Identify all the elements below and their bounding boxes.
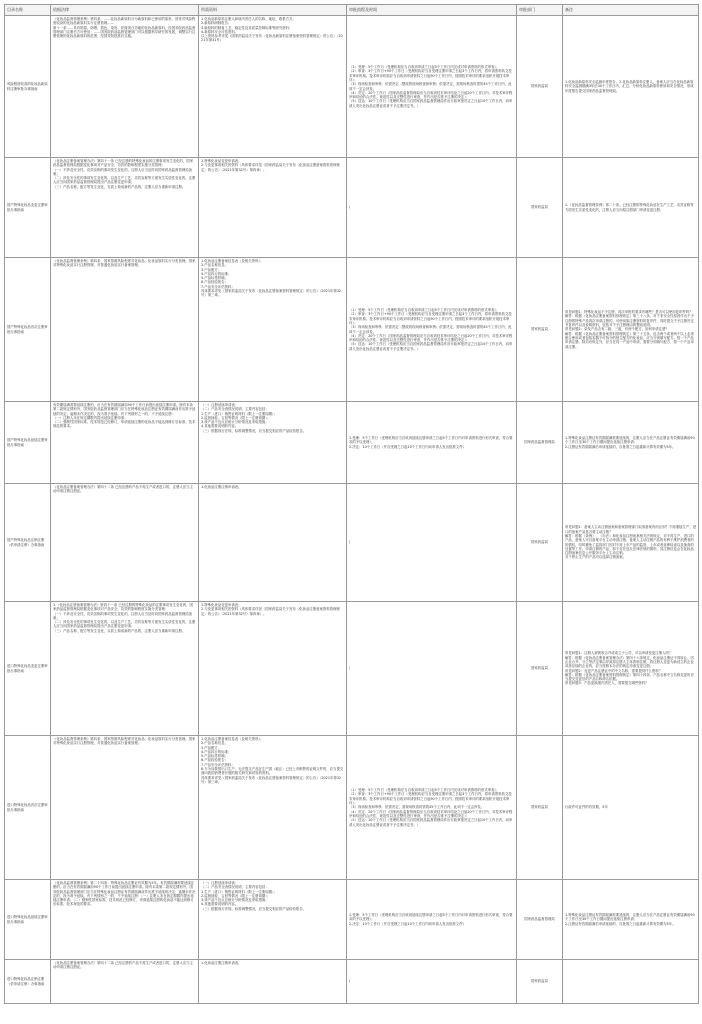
cell-name: 国产特殊化妆品首次注册审批办事指南 [5, 258, 51, 402]
cell-name: 国产特殊化妆品注销注册（依申请注销）办事指南 [5, 484, 51, 602]
header-dept: 审批部门 [517, 5, 563, 16]
cell-materials: 1.化妆品注册备案信息表（及相关资料）； 2.产品名称信息； 3.产品配方； 4.产品执行的标准； 5.产品标签样稿； 6.产品检验报告； 7.产品安全评估资料； 8.专为向我国出口生产、无法提交产品在生产国（地区）已经上市销售的证明文件的，应当提交面向我国消费者开展的相关研究和试验的资料。 具体要求详见《国家药监局关于发布〈化妆品注册备案资料管理规定〉的公告》（2021年第32号）第三章。 [199, 736, 347, 880]
table-row [5, 602, 699, 736]
cell-basis: 《化妆品注册备案管理办法》第四十一条 已经注册的特殊化妆品的注册事项发生变化的，国家药品监督管理局根据变化事项对产品安全、功效的影响程度实施分类管理： （一）不涉及安全性、功效宣称的事项发生变化的，注册人应当及时向国家药品监督管理局备案； （二）涉及安全性的事项发生变化的，以及生产工艺、功效宣称等方面发生实质性变化的，注册人应当向国家药品监督管理局提出产品注册变更申请； （三）产品名称、配方等发生变化，实质上构成新的产品的，注册人应当重新申请注册。 [51, 158, 199, 258]
cell-note: 常见问题1：特殊化妆品不予注册，再次申报的要求有哪些？是否可以使用复印件吗？ 解答：根据《化妆品注册备案资料管理规定》第三十八条，对于非安全性原因作出不予注册的特殊产品再次申请注册的，可使用原注册资料的复印件，同时提交不予注册决定书复印件以及说明资料，包括对不予注册理由的整改说明。 常见问题2：染发产品含有二胺、三胺，有两个配方，如何申请注册？ 解答：根据《化妆品注册备案资料管理规定》第三十五条，包含两个或者两个以上必须配合使用或者包装容器不可拆分的独立配方的化妆品，应当分别填写配方。按一个产品申请注册。除另有规定外，应当在同一产品中申请，需要分别填写配方，按一个产品申请注册。 [563, 258, 699, 402]
cell-name: 进口特殊化妆品注销注册（依申请注销）办事指南 [5, 960, 51, 1004]
cell-materials: 1.化妆品新原料注册人和境内责任人的名称、地址、联系方式； 2.新原料研制报告； 3.新原料的制备工艺、稳定性及其质量控制标准等研究资料； 4.新原料安全评估资料。 以上资料参考详见《国家药监局关于发布〈化妆品新原料注册备案资料管理规定〉的公告》（2021年第31号） [199, 16, 347, 158]
cell-materials: 1.特殊化妆品变更申请表； 2.与变更事项相关的资料（具体要求详见《国家药监局关于发布〈化妆品注册备案资料管理规定〉的公告》（2021年第32号）第四章）。 [199, 158, 347, 258]
cell-basis: 《化妆品监督管理条例》第四条，国家按照风险程度对化妆品、化妆品原料实行分类管理。国家对特殊化妆品实行注册管理，对普通化妆品实行备案管理。 [51, 736, 199, 880]
table-row [5, 258, 699, 402]
cell-note: 常见问题1：注册人被吸收合并或成立子公司，可以申请变更注册人吗？ 解答：根据《化妆品注册备案管理办法》第四十六条规定，化妆品注册证不得转让。因企业合并、分立等法定事由导致原注册人主体资格注销，将注册人变更为新设立的企业或者存续的企业的，应当按照本办法的规定申请变更注册。 常见问题2：变更产品注册证中的中文名称，需要提供什么资料？ 解答：根据《化妆品注册备案资料管理规定》第四十四条，产品名称中文名称变更时应当提交变更后的产品名称命名依据。 常见问题3：产品更换境内责任人，需要提交哪些资料？ [563, 602, 699, 736]
cell-dept: 国家药监局 [517, 736, 563, 880]
cell-process: / [347, 158, 517, 258]
header-basis: 依据法律 [51, 5, 199, 16]
header-name: 目录名称 [5, 5, 51, 16]
cell-process: （1）受理：5个工作日（受理机构应当自收到申请之日起5个工作日内完成对申请资料的形式审查）； （2）审查：3个工作日+90个工作日（受理机构应当自受理注册申请之日起3个工作日内，将申请资料转交技术审评机构。技术审评机构应当自收到申请资料之日起90个工作日内，按照技术审评的要求组织开展技术审评）； （3）现场检查和审核：依需决定（整改的现场核查和审核）依需决定，需现场核查时需的45个工作日内，此项不一定会涉及。 （4）决定：20个工作日（国家药品监督管理局应当自收到技术审评结论之日起20个工作日内，对技术审评程序和结论的合法性、规范性以及完整性进行审查，并作出是否准予注册的决定）； （5）送达：10个工作日（受理机构应当自国家药品监督管理局作出行政审批决定之日起10个工作日内，向申请人发出化妆品注册证或者不予注册决定书。） [347, 16, 517, 158]
cell-name: 风险程度较高的化妆品新原料注册审批办事指南 [5, 16, 51, 158]
cell-materials: 1.化妆品注册备案信息表（及相关资料）； 2.产品名称信息； 3.产品配方； 4.产品执行的标准； 5.产品标签样稿； 6.产品检验报告； 7.产品安全评估资料； 具体要求详见《国家药监局关于发布〈化妆品注册备案资料管理规定〉的公告》（2021年第32号）第三章。 [199, 258, 347, 402]
guide-table [4, 4, 699, 1004]
cell-dept: 国家药监局 [517, 158, 563, 258]
cell-note: 常见问题1：备案人主动注销备案和备案管理部门取消备案有何区别？不再继续生产、进口的备案产品是否要主动注销？ 解答：根据《条例》、《办法》和化妆品注册备案相关法规规定，对不再生产、进口的产品，备案人可自备案平台主动申请注销。备案人主动注销产品的有利于维护消费者的知情权，同时避免了监管部门因对不再上市产品的监管、上市或者延伸检查以及抽查的处置等工作。申请注销的产品，如不存在违反法律法规的情形，其注销信息会在化妆品注册备案信息公开服务平台上主动注销。 对于停止生产的产品可以选择注销备案。 [563, 484, 699, 602]
cell-basis: 《化妆品监督管理条例》第二十四条：特殊化妆品注册证有效期为5年。有效期届满需要延续注册的，应当在有效期届满前90个工作日前提出延续注册申请。除有本条第二款规定情形外，国务院药品监督管理部门应当在特殊化妆品注册证有效期届满前作出准予延续的决定；逾期未作决定的，视为准予延续。有下列情形之一的，不予延续注册：（一）注册人未在规定期限内提出延续注册申请；（二）强制性国家标准、技术规范已经修订，申请延续注册的化妆品不能达到修订后标准、技术规范的要求。 [51, 880, 199, 960]
cell-process: 1.受理：5个工作日（受理机构应当自收到延续注册申请之日起5个工作日内对申请资料进行形式审查，符合要求的予以受理）； 2.决定：10个工作日（并自受理之日起10个工作日内向申请人发出批准文件） [347, 880, 517, 960]
cell-basis: 有效期届满需要延续注册的，应当在有效期届满前90个工作日前提出延续注册申请。除有本条第二款规定情形外，国务院药品监督管理部门应当在特殊化妆品注册证有效期届满前作出准予延续的决定；逾期未作决定的，视为准予延续。有下列情形之一的，不予延续注册： （一）注册人未在规定期限内提出延续注册申请； （二）强制性国家标准、技术规范已经修订，申请延续注册的化妆品不能达到修订后标准、技术规范的要求。 [51, 402, 199, 484]
cell-dept: 国家药品监督管理局 [517, 402, 563, 484]
cell-process: 1.受理：5个工作日（受理机构应当自收到延续注册申请之日起5个工作日内对申请资料进行形式审查，符合要求的予以受理）； 2.决定：10个工作日（并自受理之日起10个工作日内向申请人发出批准文件） [347, 402, 517, 484]
table-row [5, 880, 699, 960]
table-row [5, 158, 699, 258]
cell-materials: 1.化妆品注册注销申请表。 [199, 484, 347, 602]
header-note: 备注 [563, 5, 699, 16]
cell-dept: 国家药监局 [517, 16, 563, 158]
cell-process: （1）受理：5个工作日（受理机构应当自收到申请之日起5个工作日内完成对申请资料的形式审查）； （2）审查：3个工作日+90个工作日（受理机构应当自受理注册申请之日起3个工作日内，将申请资料转交技术审评机构。技术审评机构应当自收到申请资料之日起90个工作日内，按照技术审评的要求组织开展技术审评）； （3）现场检查和审核：依需决定，需现场核查时需的45个工作日内，此项不一定会涉及。 （4）决定：20个工作日（国家药品监督管理局应当自收到技术审评结论之日起20个工作日内，对技术审评程序和结论的合法性、规范性以及完整性进行审查，并作出是否准予注册的决定）； （5）送达：10个工作日（受理机构应当自国家药品监督管理局作出行政审批决定之日起10个工作日内，向申请人发出化妆品注册证或者不予注册决定书。） [347, 736, 517, 880]
table-row [5, 402, 699, 484]
cell-note: 行政许可证件的有效期，5年 [563, 736, 699, 880]
cell-name: 国产特殊化妆品变更注册审批办事指南 [5, 158, 51, 258]
cell-note: 1.化妆品新原料安全监测年度报告；2.化妆品新原料注册人、备案人应当在化妆品新原料安全监测期满3年后30个工作日内，汇总、分析化妆品新原料使用和安全情况，形成年度报告提交国家药品监督管理局。 [563, 16, 699, 158]
table-row [5, 960, 699, 1004]
cell-note: 1.《化妆品监督管理条例》第二十条。已经注册的特殊化妆品在生产工艺、功效宣称等方面发生实质性变化的，注册人应当向原注册部门申请变更注册。 [563, 158, 699, 258]
cell-process: / [347, 602, 517, 736]
cell-basis: 《化妆品监督管理条例》第四条，……化妆品新原料分为新原料和已使用的原料，国家对风险程度较高的化妆品新原料实行注册管理…… 第十一条……具有防腐、防晒、着色、染发、祛斑美白功能的化妆品新原料，经国务院药品监督管理部门注册后方可使用；……国务院药品监督管理部门可以根据科学研究的发展，调整实行注册管理的化妆品新原料的范围，经国务院批准后实施。 [51, 16, 199, 158]
cell-process: / [347, 960, 517, 1004]
header-process: 审批流程及时间 [347, 5, 517, 16]
table-row [5, 16, 699, 158]
cell-note: 1.特殊化妆品注册证有效期届满需要延续的，注册人应当在产品注册证有效期届满前90个工作日至30个工作日期间提出延续注册申请； 2.注册证有效期届满后申请延续的，自批准之日起重新计算有效期为5年。 [563, 880, 699, 960]
cell-dept: 国家药监局 [517, 258, 563, 402]
cell-basis: 《化妆品注册备案管理办法》第四十二条 已经注册的产品不再生产或者进口的，注册人应当主动申请注销注册证。 [51, 960, 199, 1004]
cell-name: 国产特殊化妆品延续注册审批办事指南 [5, 402, 51, 484]
cell-basis: 《化妆品注册备案管理办法》第四十二条 已经注册的产品不再生产或者进口的，注册人应当主动申请注销注册证。 [51, 484, 199, 602]
header-materials: 所需资料 [199, 5, 347, 16]
cell-note [563, 960, 699, 1004]
cell-materials: 1.化妆品注册注销申请表。 [199, 960, 347, 1004]
cell-name: 进口特殊化妆品首次注册审批办事指南 [5, 736, 51, 880]
cell-process: （1）受理：5个工作日（受理机构应当自收到申请之日起5个工作日内完成对申请资料的形式审查）； （2）审查：3个工作日+90个工作日（受理机构应当自受理注册申请之日起3个工作日内，将申请资料转交技术审评机构。技术审评机构应当自收到申请资料之日起90个工作日内，按照技术审评的要求组织开展技术审评）； （3）现场检查和审核：依需决定（整改的现场核查和审核）依需决定，需现场核查时需的45个工作日内，此项不一定会涉及。 （4）决定：20个工作日（国家药品监督管理局应当自收到技术审评结论之日起20个工作日内，对技术审评程序和结论的合法性、规范性以及完整性进行审查，并作出是否准予注册的决定）； （5）送达：10个工作日（受理机构应当自国家药品监督管理局作出行政审批决定之日起10个工作日内，向申请人发出化妆品注册证或者不予注册决定书。） [347, 258, 517, 402]
cell-basis: 1.《化妆品注册备案管理办法》第四十一条 已经注册的特殊化妆品的注册事项发生变化的，国家药品监督管理局根据变化事项对产品安全、功效的影响程度实施分类管理： （一）不涉及安全性、功效宣称的事项发生变化的，注册人应当及时向国家药品监督管理局备案； （二）涉及安全性的事项发生变化的，以及生产工艺、功效宣称等方面发生实质性变化的，注册人应当向国家药品监督管理局提出产品注册变更申请； （三）产品名称、配方等发生变化，实质上构成新的产品的，注册人应当重新申请注册。 [51, 602, 199, 736]
cell-name: 进口特殊化妆品延续注册审批办事指南 [5, 880, 51, 960]
cell-name: 进口特殊化妆品变更注册审批办事指南 [5, 602, 51, 736]
cell-materials: （一）注册延续申请表； （二）产品安全查情况说明，主要内容包括： 1.生产（进口）销售证明材料（限上一注册周期）； 2.监督抽检、召回等情况（限上一注册周期）； 3.该产品不良反应统计分析情况及采取措施； 4.其他需要说明的内容。 （三）根据现行法规、标准调整情况，应当提交相应的产品检验报告。 [199, 880, 347, 960]
cell-dept: 国家药监局 [517, 602, 563, 736]
cell-dept: 国家药品监督管理局 [517, 880, 563, 960]
cell-note: 1.特殊化妆品注册证有效期届满需要延续的，注册人应当在产品注册证有效期届满前90个工作日至30个工作日期间提出延续注册申请； 2.注册证有效期届满后申请延续的，自批准之日起重新计算有效期为5年。 [563, 402, 699, 484]
cell-materials: （一）注册延续申请表； （二）产品安全查情况说明，主要内容包括： 1.生产（进口）销售证明材料（限上一注册周期）； 2.监督抽检、召回等情况（限上一注册周期）； 3.该产品不良反应统计分析情况及采取措施； 4.其他需要说明的内容。 （三）根据现行法规、标准调整情况，应当提交相应的产品检验报告。 [199, 402, 347, 484]
cell-dept: 国家药监局 [517, 960, 563, 1004]
table-row [5, 736, 699, 880]
cell-basis: 《化妆品监督管理条例》第四条，国家按照风险程度对化妆品、化妆品原料实行分类管理。国家对特殊化妆品实行注册管理，对普通化妆品实行备案管理。 [51, 258, 199, 402]
cell-dept: 国家药监局 [517, 484, 563, 602]
cell-process: / [347, 484, 517, 602]
cell-materials: 1.特殊化妆品变更申请表； 2.与变更事项相关的资料（具体要求详见《国家药监局关于发布〈化妆品注册备案资料管理规定〉的公告》（2021年第32号）第四章）。 [199, 602, 347, 736]
table-row [5, 484, 699, 602]
table-header-row [5, 5, 699, 16]
